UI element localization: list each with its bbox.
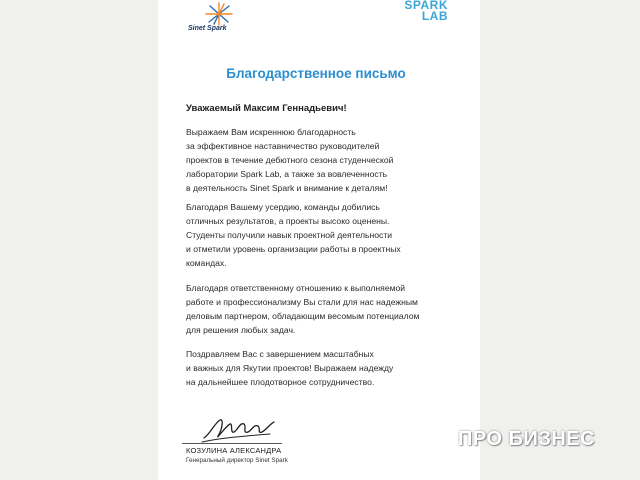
paragraph-gratitude (186, 125, 476, 195)
text-line: Студенты получили навык проектной деятельности (186, 230, 393, 241)
sinet-spark-logo (186, 2, 244, 34)
text-line: Выражаем Вам искреннюю благодарность (186, 127, 356, 137)
signature-line (182, 443, 282, 444)
text-line: отличных результатов, а проекты высоко оценены. (186, 216, 390, 227)
spark-lab-logo (398, 0, 448, 22)
spark-lab-line1: SPARK (404, 0, 448, 12)
paragraph-results (186, 200, 476, 270)
paragraph-partnership (186, 281, 476, 337)
signatory-name: КОЗУЛИНА АЛЕКСАНДРА (186, 446, 282, 455)
text-line: лаборатории Spark Lab, а также за вовлеченность (186, 169, 388, 180)
text-line: деловым партнером, обладающим весомым потенциалом (186, 311, 420, 322)
text-line: для решения любых задач. (186, 325, 296, 336)
text-line: и важных для Якутии проектов! Выражаем надежду (186, 363, 394, 374)
text-line: Поздравляем Вас с завершением масштабных (186, 349, 374, 359)
paragraph-congratulations (186, 347, 476, 389)
text-line: Благодаря Вашему усердию, команды добились (186, 202, 380, 212)
handwritten-signature (200, 412, 280, 446)
spark-star-icon (204, 2, 234, 26)
text-line: и отметили уровень организации работы в проектных (186, 244, 401, 255)
text-line: в деятельность Sinet Spark и внимание к деталям! (186, 183, 388, 194)
text-line: на дальнейшее плодотворное сотрудничество. (186, 377, 375, 388)
sinet-spark-wordmark: Sinet Spark (188, 25, 227, 32)
text-line: работе и профессионализму Вы стали для нас надежным (186, 297, 418, 308)
letter-greeting: Уважаемый Максим Геннадьевич! (186, 103, 347, 114)
text-line: Благодаря ответственному отношению к выполняемой (186, 283, 406, 293)
letter-title: Благодарственное письмо (226, 66, 406, 81)
text-line: командах. (186, 258, 227, 269)
text-line: проектов в течение дебютного сезона студенческой (186, 155, 394, 166)
signatory-position: Генеральный директор Sinet Spark (186, 457, 288, 464)
watermark: ПРО БИЗНЕС (458, 428, 596, 450)
text-line: за эффективное наставничество руководителей (186, 141, 380, 152)
spark-lab-line2: LAB (421, 9, 448, 23)
